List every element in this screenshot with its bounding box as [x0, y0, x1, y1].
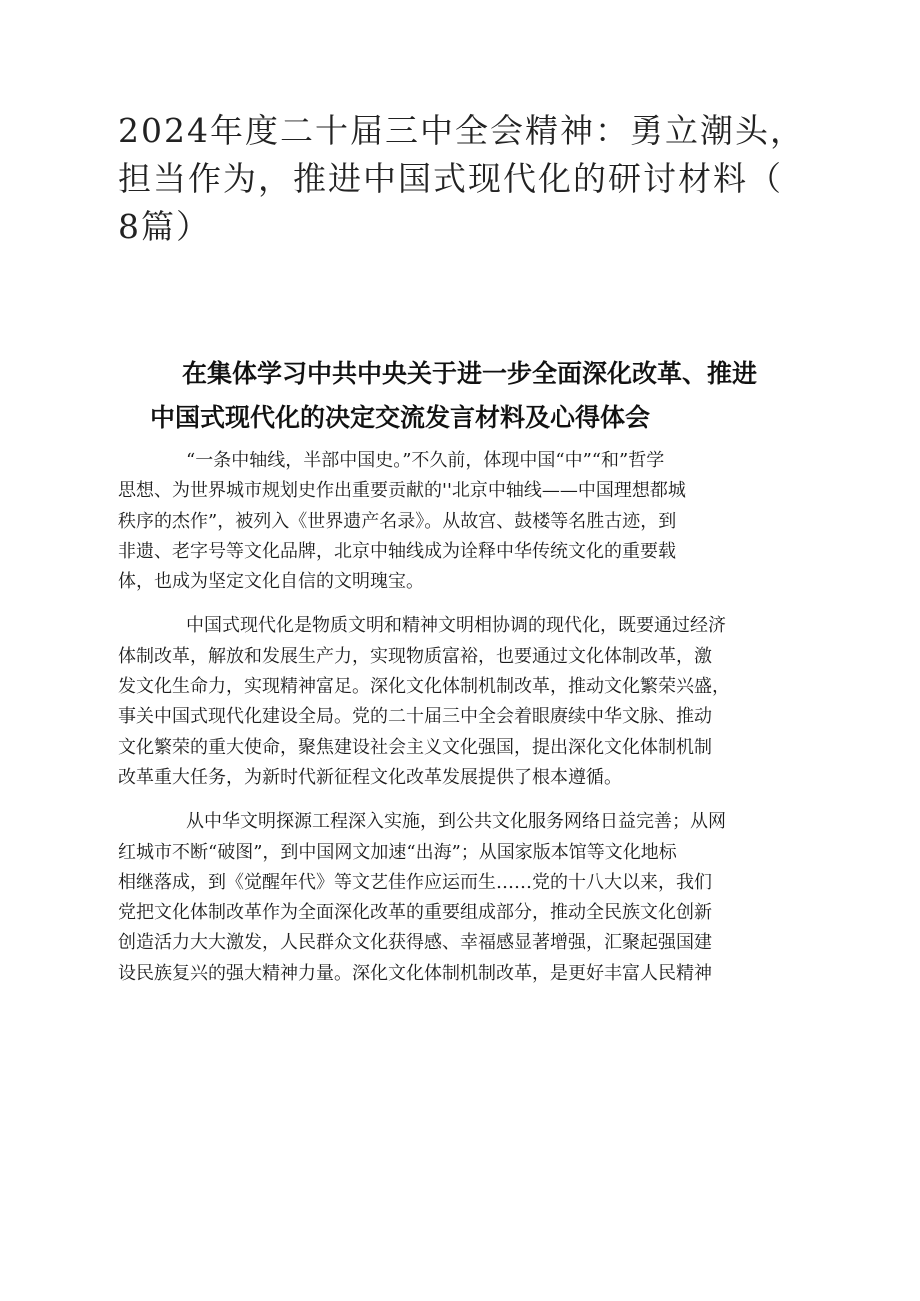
paragraph: [118, 446, 798, 597]
paragraph: [118, 611, 798, 793]
text-line: 红城市不断“破图”，到中国网文加速“出海”；从国家版本馆等文化地标: [118, 841, 677, 863]
document-title: [118, 107, 818, 251]
text-line: 党把文化体制改革作为全面深化改革的重要组成部分，推动全民族文化创新: [118, 902, 712, 924]
text-line: 非遗、老字号等文化品牌，北京中轴线成为诠释中华传统文化的重要载: [118, 540, 676, 562]
title-line: 2024年度二十届三中全会精神：勇立潮头，: [118, 111, 805, 150]
text-line: 相继落成，到《觉醒年代》等文艺佳作应运而生……党的十八大以来，我们: [118, 871, 712, 893]
text-line: 文化繁荣的重大使命，聚焦建设社会主义文化强国，提出深化文化体制机制: [118, 736, 712, 758]
text-line: 事关中国式现代化建设全局。党的二十届三中全会着眼赓续中华文脉、推动: [118, 706, 712, 728]
section-heading: [150, 352, 800, 440]
text-line: 设民族复兴的强大精神力量。深化文化体制机制改革，是更好丰富人民精神: [118, 962, 712, 984]
heading-line: 在集体学习中共中央关于进一步全面深化改革、推进: [182, 359, 758, 388]
text-line: 思想、为世界城市规划史作出重要贡献的''北京中轴线——中国理想都城: [118, 480, 686, 502]
text-line: 体制改革，解放和发展生产力，实现物质富裕，也要通过文化体制改革，激: [118, 645, 712, 667]
paragraph: [118, 807, 798, 989]
text-line: 中国式现代化是物质文明和精神文明相协调的现代化，既要通过经济: [186, 615, 726, 637]
text-line: 发文化生命力，实现精神富足。深化文化体制机制改革，推动文化繁荣兴盛，: [118, 676, 730, 698]
title-line: 8篇）: [118, 207, 211, 246]
document-body: [118, 446, 798, 1003]
text-line: 体，也成为坚定文化自信的文明瑰宝。: [118, 571, 424, 593]
text-line: 秩序的杰作”，被列入《世界遗产名录》。从故宫、鼓楼等名胜古迹，到: [118, 510, 677, 532]
heading-line: 中国式现代化的决定交流发言材料及心得体会: [150, 403, 651, 432]
text-line: “一条中轴线，半部中国史。”不久前，体现中国“中”“和”哲学: [186, 450, 665, 471]
title-line: 担当作为，推进中国式现代化的研讨材料（: [118, 159, 783, 198]
text-line: 从中华文明探源工程深入实施，到公共文化服务网络日益完善；从网: [186, 811, 726, 833]
text-line: 改革重大任务，为新时代新征程文化改革发展提供了根本遵循。: [118, 766, 622, 788]
text-line: 创造活力大大激发，人民群众文化获得感、幸福感显著增强，汇聚起强国建: [118, 932, 712, 954]
